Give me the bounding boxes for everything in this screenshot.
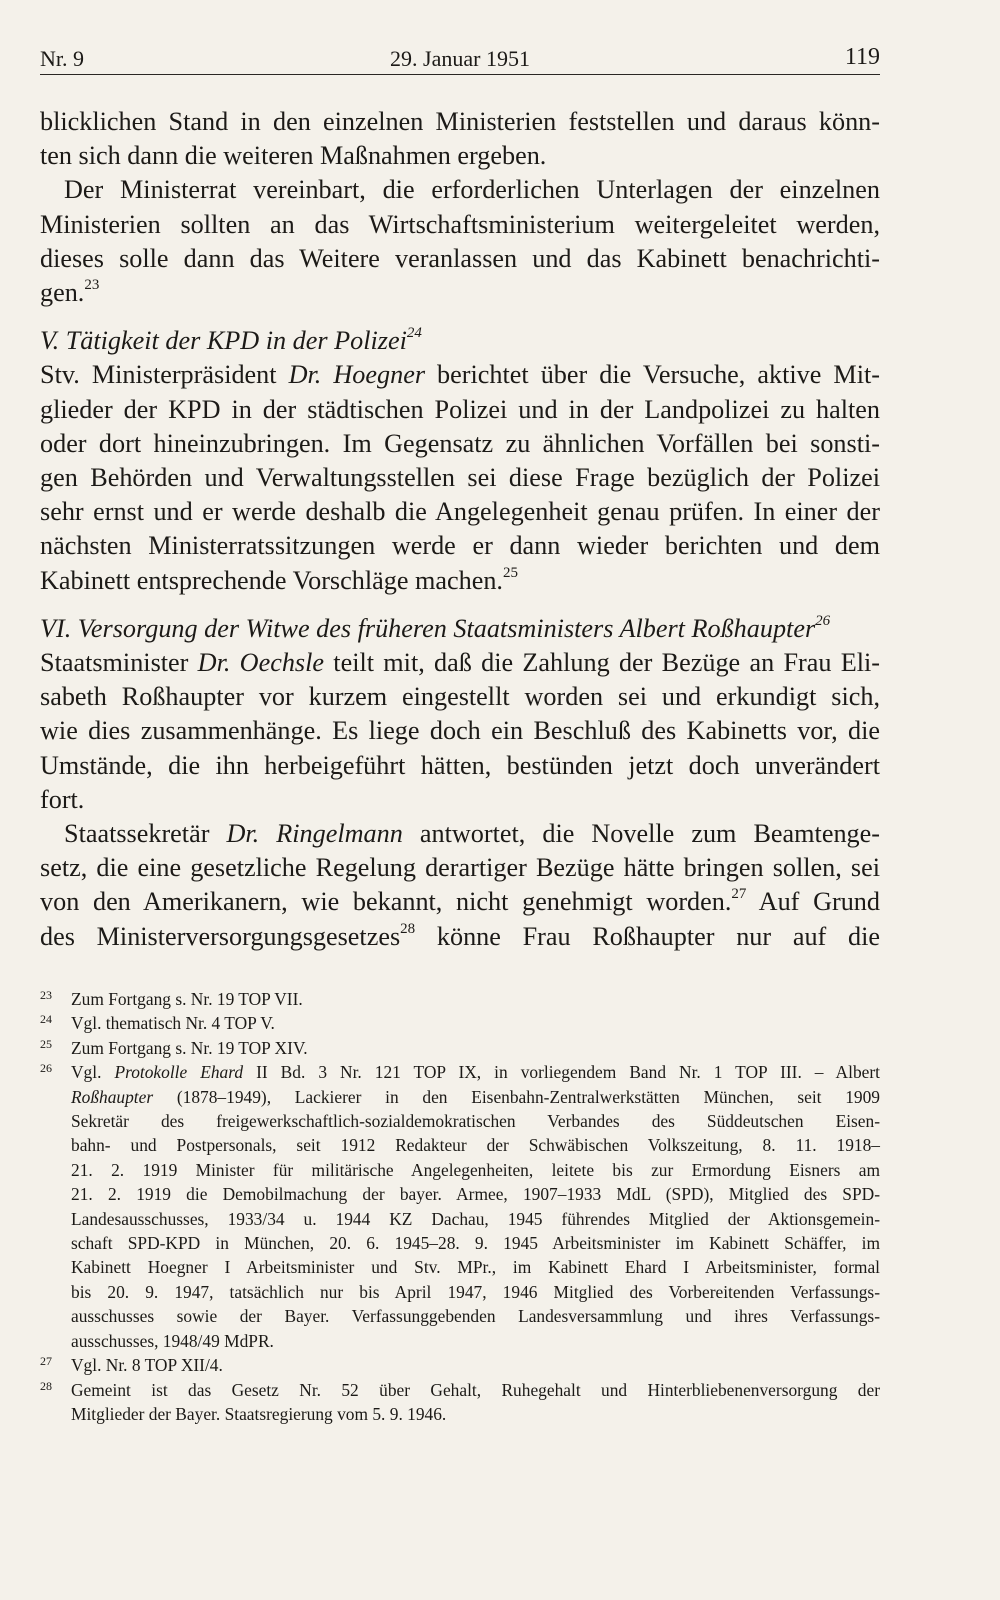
- text-line: [40, 920, 880, 954]
- running-header: [40, 40, 880, 75]
- footnote-26-line: [40, 1085, 880, 1109]
- footnote-number: 27: [40, 1354, 52, 1369]
- text-line: Ministerien sollten an das Wirtschaftsministerium weitergeleitet werden,: [40, 209, 880, 239]
- heading-text: VI. Versorgung der Witwe des früheren Staatsministers Albert Roßhaupter: [40, 613, 816, 643]
- text-line: oder dort hineinzubringen. Im Gegensatz zu ähnlichen Vorfällen bei sonsti-: [40, 428, 880, 458]
- text-line: ten sich dann die weiteren Maßnahmen ergeben.: [40, 141, 547, 171]
- footnote-number: 25: [40, 1036, 52, 1051]
- text-span: Stv. Ministerpräsident: [40, 360, 289, 390]
- text-span: Auf Grund: [746, 887, 880, 917]
- text-line: glieder der KPD in der städtischen Polizei und in der Landpolizei zu halten: [40, 394, 880, 424]
- footnote-number: 23: [40, 988, 52, 1002]
- footnote-27: [40, 1353, 880, 1377]
- text-line: [40, 564, 880, 598]
- footnote-number: 24: [40, 1012, 52, 1027]
- text-span: könne Frau Roßhaupter nur auf die: [415, 921, 880, 951]
- footnote-26-line: ausschusses sowie der Bayer. Verfassunggebenden Landesversammlung und ihres Verfassungs-: [71, 1306, 880, 1327]
- text-line: [40, 885, 880, 919]
- main-text: [40, 105, 880, 954]
- person-name: Roßhaupter: [71, 1086, 154, 1107]
- text-span: teilt mit, daß die Zahlung der Bezüge an Frau Eli-: [324, 648, 880, 678]
- footnote-number: 28: [40, 1378, 52, 1393]
- section-heading-v: [40, 324, 880, 358]
- page-number: 119: [844, 44, 880, 70]
- footnote-26-line: bahn- und Postpersonals, seit 1912 Redakteur der Schwäbischen Volkszeitung, 8. 11. 1918–: [71, 1135, 880, 1156]
- footnote-text: Vgl. Nr. 8 TOP XII/4.: [71, 1355, 223, 1376]
- section-heading-vi: [40, 612, 880, 646]
- text-line: sehr ernst und er werde deshalb die Angelegenheit genau prüfen. In einer der: [40, 497, 880, 527]
- text-line: [40, 646, 880, 680]
- text-line: [40, 276, 880, 310]
- footnote-ref[interactable]: 25: [502, 564, 518, 581]
- footnote-ref[interactable]: 28: [400, 920, 416, 937]
- text-line: wie dies zusammenhänge. Es liege doch ein Beschluß des Kabinetts vor, die: [40, 716, 880, 746]
- footnote-28-line: Mitglieder der Bayer. Staatsregierung vom 5. 9. 1946.: [71, 1403, 447, 1424]
- person-name: Dr. Oechsle: [197, 648, 325, 678]
- footnote-26-line: ausschusses, 1948/49 MdPR.: [71, 1330, 274, 1351]
- footnote-text: II Bd. 3 Nr. 121 TOP IX, in vorliegendem Band Nr. 1 TOP III. – Albert: [243, 1062, 880, 1083]
- text-line: Der Ministerrat vereinbart, die erforderlichen Unterlagen der einzelnen: [64, 175, 880, 205]
- text-span: des Ministerversorgungsgesetzes: [40, 921, 401, 951]
- text-span: antwortet, die Novelle zum Beamtenge-: [402, 819, 880, 849]
- footnote-ref[interactable]: 23: [84, 277, 100, 294]
- footnotes: [40, 987, 880, 1426]
- text-line: nächsten Ministerratssitzungen werde er dann wieder berichten und dem: [40, 531, 880, 561]
- footnote-26-line: 21. 2. 1919 Minister für militärische Angelegenheiten, leitete bis zur Ermordung Eisners am: [71, 1159, 880, 1180]
- person-name: Dr. Ringelmann: [226, 819, 403, 849]
- text-span: von den Amerikanern, wie bekannt, nicht genehmigt worden.: [40, 887, 732, 917]
- cited-work: Protokolle Ehard: [114, 1062, 244, 1083]
- text-span: Kabinett entsprechende Vorschläge machen.: [40, 565, 503, 595]
- footnote-ref[interactable]: 26: [815, 612, 831, 629]
- footnote-24: [40, 1011, 880, 1035]
- footnote-26-line: Kabinett Hoegner I Arbeitsminister und Stv. MPr., im Kabinett Ehard I Arbeitsminister, formal: [71, 1257, 880, 1278]
- text-line: Umstände, die ihn herbeigeführt hätten, bestünden jetzt doch unverändert: [40, 750, 880, 780]
- issue-number: Nr. 9: [40, 46, 84, 71]
- text-line: fort.: [40, 784, 85, 814]
- heading-text: V. Tätigkeit der KPD in der Polizei: [40, 326, 407, 356]
- person-name: Dr. Hoegner: [288, 360, 426, 390]
- text-span: berichtet über die Versuche, aktive Mit-: [425, 360, 880, 390]
- text-line: [40, 817, 880, 851]
- footnote-28: [40, 1378, 880, 1402]
- footnote-25: [40, 1036, 880, 1060]
- text-line: setz, die eine gesetzliche Regelung derartiger Bezüge hätte bringen sollen, sei: [40, 853, 880, 883]
- text-span: Staatssekretär: [64, 819, 227, 849]
- footnote-ref[interactable]: 24: [406, 325, 422, 342]
- text-line: gen Behörden und Verwaltungsstellen sei diese Frage bezüglich der Polizei: [40, 463, 880, 493]
- footnote-26-line: 21. 2. 1919 die Demobilmachung der bayer. Armee, 1907–1933 MdL (SPD), Mitglied des SPD-: [71, 1184, 880, 1205]
- footnote-text: Vgl. thematisch Nr. 4 TOP V.: [71, 1013, 275, 1034]
- text-span: gen.: [40, 278, 85, 308]
- text-span: Staatsminister: [40, 648, 198, 678]
- footnote-text: Zum Fortgang s. Nr. 19 TOP XIV.: [71, 1037, 308, 1058]
- text-line: dieses solle dann das Weitere veranlassen und das Kabinett benachrichti-: [40, 243, 880, 273]
- text-line: blicklichen Stand in den einzelnen Ministerien feststellen und daraus könn-: [40, 107, 880, 136]
- footnote-26-line: bis 20. 9. 1947, tatsächlich nur bis April 1947, 1946 Mitglied des Vorbereitenden Verfassungs-: [71, 1281, 880, 1302]
- footnote-ref[interactable]: 27: [731, 886, 747, 903]
- footnote-26-line: Landesausschusses, 1933/34 u. 1944 KZ Dachau, 1945 führendes Mitglied der Aktionsgemein-: [71, 1208, 880, 1229]
- footnote-text: Gemeint ist das Gesetz Nr. 52 über Gehalt, Ruhegehalt und Hinterbliebenenversorgung der: [71, 1379, 880, 1400]
- footnote-26: [40, 1060, 880, 1084]
- footnote-text: Zum Fortgang s. Nr. 19 TOP VII.: [71, 989, 303, 1009]
- footnote-23: [40, 987, 880, 1011]
- footnote-26-line: Sekretär des freigewerkschaftlich-sozialdemokratischen Verbandes des Süddeutschen Eisen-: [71, 1111, 880, 1132]
- text-line: sabeth Roßhaupter vor kurzem eingestellt worden sei und erkundigt sich,: [40, 682, 880, 712]
- footnote-26-line: schaft SPD-KPD in München, 20. 6. 1945–28. 9. 1945 Arbeitsminister im Kabinett Schäffer, im: [71, 1233, 880, 1254]
- footnote-text: Vgl.: [71, 1062, 115, 1083]
- footnote-text: (1878–1949), Lackierer in den Eisenbahn-Zentralwerkstätten München, seit 1909: [153, 1086, 880, 1107]
- text-line: [40, 358, 880, 392]
- header-date: 29. Januar 1951: [390, 46, 530, 71]
- footnote-number: 26: [40, 1061, 52, 1076]
